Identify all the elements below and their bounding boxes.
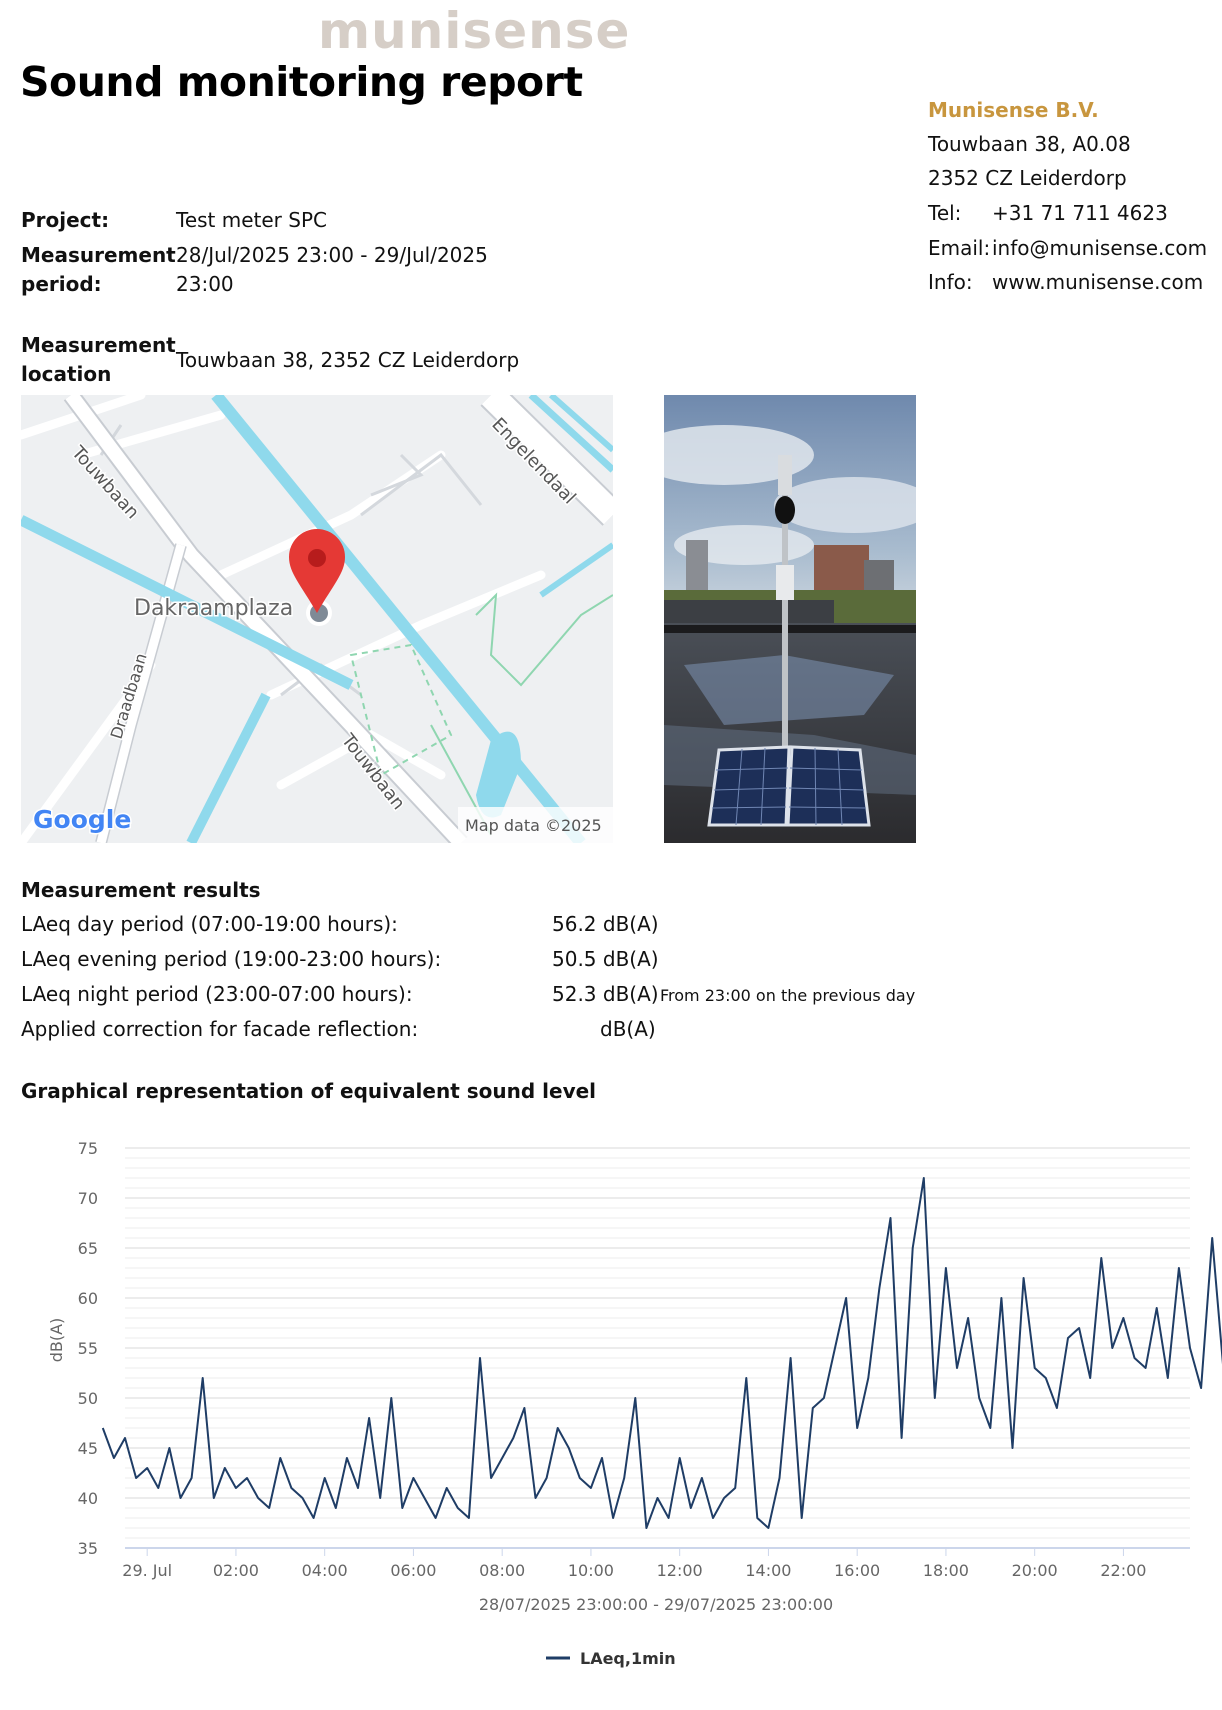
x-tick-label: 10:00 — [567, 1561, 614, 1580]
y-tick-label: 40 — [77, 1489, 98, 1508]
y-tick-label: 45 — [77, 1439, 98, 1458]
x-tick-label: 12:00 — [656, 1561, 703, 1580]
company-info-label: Info: — [928, 270, 973, 294]
graph-heading: Graphical representation of equivalent sound level — [21, 1079, 597, 1103]
result-value: 52.3 dB(A) — [552, 982, 659, 1006]
y-tick-label: 55 — [77, 1339, 98, 1358]
munisense-logo: munisense — [318, 2, 631, 60]
page-title: Sound monitoring report — [20, 58, 583, 106]
result-value: dB(A) — [600, 1017, 656, 1041]
location-value: Touwbaan 38, 2352 CZ Leiderdorp — [176, 348, 520, 372]
x-axis — [122, 1548, 1190, 1580]
x-tick-label: 06:00 — [390, 1561, 437, 1580]
result-value: 50.5 dB(A) — [552, 947, 659, 971]
x-axis-label: 28/07/2025 23:00:00 - 29/07/2025 23:00:00 — [478, 1595, 834, 1614]
company-email-label: Email: — [928, 236, 991, 260]
x-tick-label: 04:00 — [301, 1561, 348, 1580]
x-tick-label: 02:00 — [212, 1561, 259, 1580]
map-place-label: Dakraamplaza — [134, 596, 294, 621]
y-axis-label: dB(A) — [47, 1317, 66, 1363]
sound-level-chart — [0, 1110, 1222, 1710]
map-road-label: Draadbaan — [106, 650, 151, 742]
x-tick-label: 08:00 — [479, 1561, 526, 1580]
y-tick-label: 75 — [77, 1139, 98, 1158]
x-tick-label: 20:00 — [1011, 1561, 1058, 1580]
period-value: 28/Jul/2025 23:00 - 29/Jul/2025 — [176, 243, 488, 267]
map-road-label: Touwbaan — [67, 442, 144, 524]
x-tick-label: 22:00 — [1100, 1561, 1147, 1580]
legend-label: LAeq,1min — [580, 1649, 676, 1668]
y-tick-label: 65 — [77, 1239, 98, 1258]
project-value: Test meter SPC — [176, 208, 327, 232]
map-road-label: Engelendaal — [487, 413, 580, 509]
y-tick-label: 70 — [77, 1189, 98, 1208]
company-website[interactable]: www.munisense.com — [992, 270, 1204, 294]
location-label-2: location — [21, 362, 112, 386]
y-tick-label: 50 — [77, 1389, 98, 1408]
project-label: Project: — [21, 208, 110, 232]
chart-grid — [125, 1148, 1190, 1548]
legend[interactable] — [546, 1649, 676, 1668]
result-note: From 23:00 on the previous day — [660, 986, 916, 1005]
x-tick-label: 29. Jul — [122, 1561, 173, 1580]
period-label-2: period: — [21, 272, 102, 296]
company-address-line-1: Touwbaan 38, A0.08 — [928, 132, 1131, 156]
google-logo: Google — [33, 805, 132, 834]
y-tick-label: 60 — [77, 1289, 98, 1308]
location-map[interactable] — [21, 395, 613, 843]
company-tel: +31 71 711 4623 — [992, 201, 1168, 225]
y-tick-label: 35 — [77, 1539, 98, 1558]
result-value: 56.2 dB(A) — [552, 912, 659, 936]
company-tel-label: Tel: — [928, 201, 962, 225]
period-value-2: 23:00 — [176, 272, 234, 296]
site-photo — [664, 395, 916, 843]
map-attribution[interactable]: Map data ©2025 — [465, 816, 602, 835]
x-tick-label: 16:00 — [834, 1561, 881, 1580]
x-tick-label: 18:00 — [922, 1561, 969, 1580]
company-name: Munisense B.V. — [928, 98, 1099, 122]
map-road-label: Touwbaan — [337, 730, 410, 814]
result-label: Applied correction for facade reflection: — [21, 1017, 419, 1041]
company-address-line-2: 2352 CZ Leiderdorp — [928, 166, 1127, 190]
result-label: LAeq night period (23:00-07:00 hours): — [21, 982, 413, 1006]
result-label: LAeq day period (07:00-19:00 hours): — [21, 912, 398, 936]
results-heading: Measurement results — [21, 878, 261, 902]
x-tick-label: 14:00 — [745, 1561, 792, 1580]
period-label: Measurement — [21, 243, 176, 267]
company-email[interactable]: info@munisense.com — [992, 236, 1208, 260]
location-label: Measurement — [21, 333, 176, 357]
y-axis — [78, 1139, 98, 1558]
result-label: LAeq evening period (19:00-23:00 hours): — [21, 947, 442, 971]
